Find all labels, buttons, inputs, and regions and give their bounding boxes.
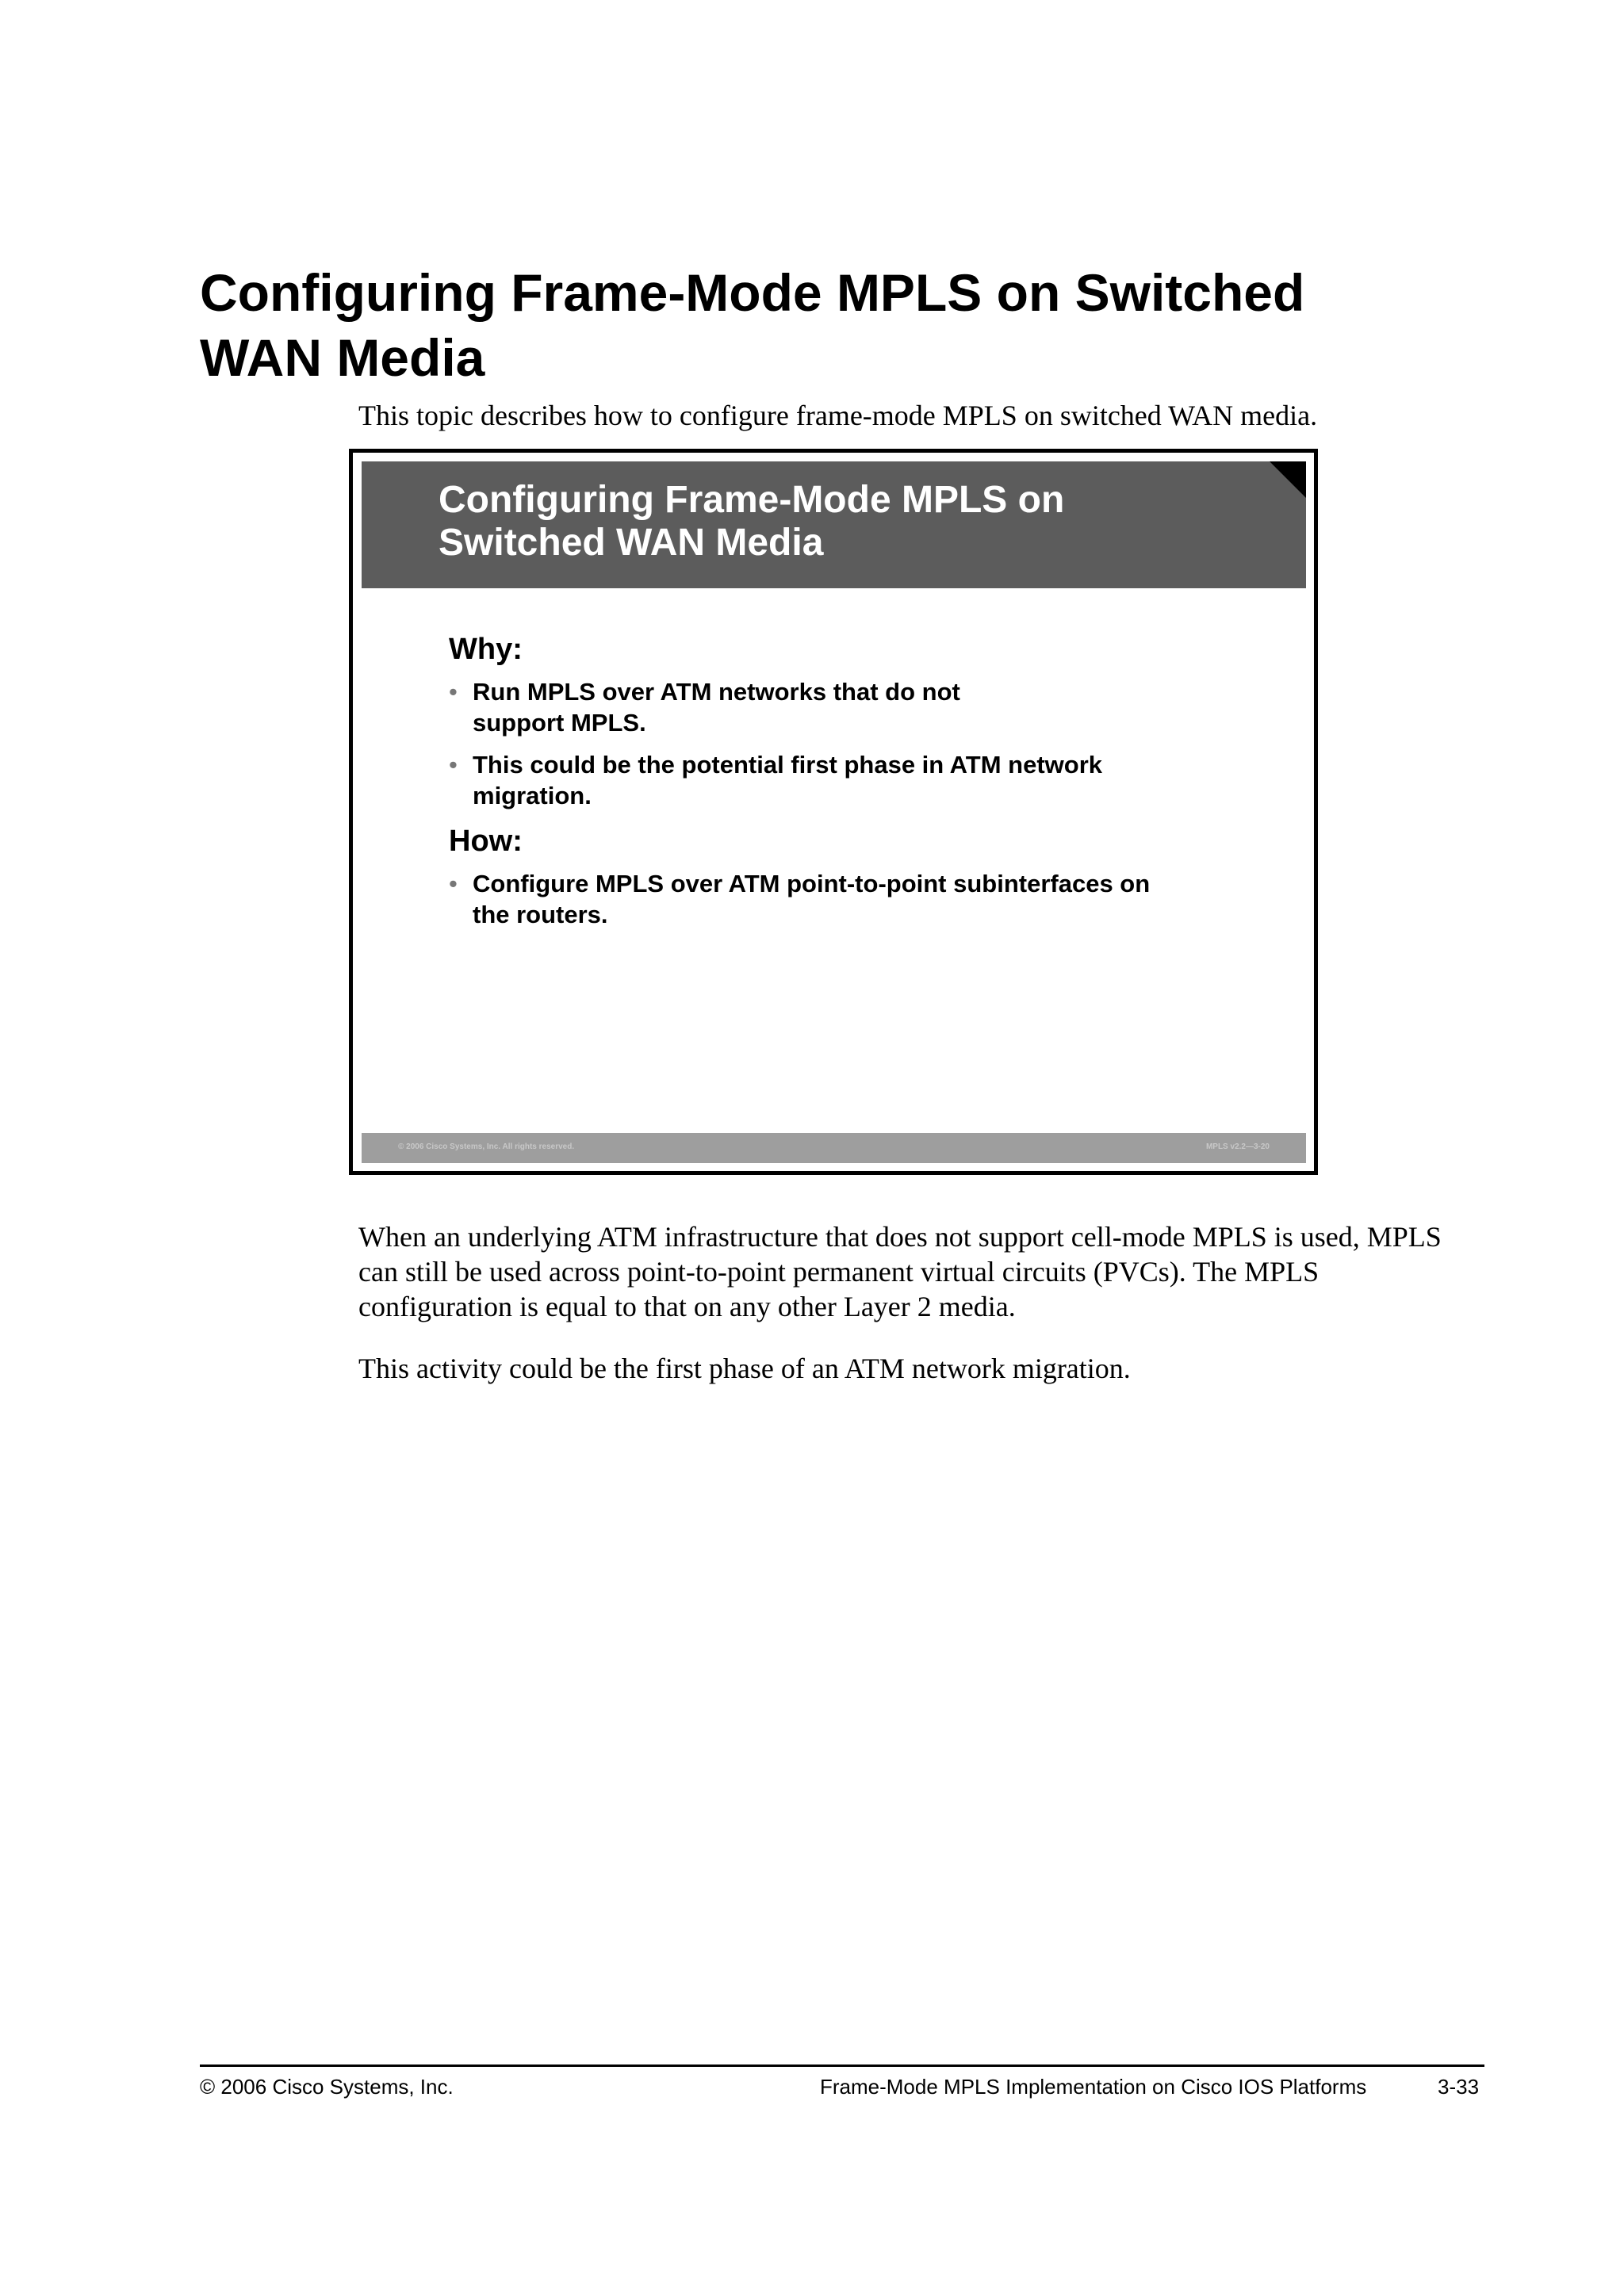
footer-course-title: Frame-Mode MPLS Implementation on Cisco IOS Platforms xyxy=(820,2075,1367,2099)
why-bullet-2-line-1: This could be the potential first phase in ATM network xyxy=(473,751,1102,779)
slide-footer xyxy=(362,1133,1306,1163)
bullet-dot-icon: • xyxy=(449,678,458,706)
page-title-line-1: Configuring Frame-Mode MPLS on Switched xyxy=(200,263,1305,322)
slide-footer-copyright: © 2006 Cisco Systems, Inc. All rights reserved. xyxy=(398,1142,575,1151)
how-heading: How: xyxy=(449,825,523,858)
footer-copyright: © 2006 Cisco Systems, Inc. xyxy=(200,2075,454,2099)
how-bullet-1-line-2: the routers. xyxy=(473,901,608,928)
why-bullet-1-line-2: support MPLS. xyxy=(473,709,646,737)
slide-title xyxy=(439,479,1064,564)
bullet-dot-icon: • xyxy=(449,751,458,779)
why-bullet-1 xyxy=(449,676,1102,738)
slide-header xyxy=(362,461,1306,588)
intro-text: This topic describes how to configure frame-mode MPLS on switched WAN media. xyxy=(358,400,1318,431)
body-paragraph-2: This activity could be the first phase of an ATM network migration. xyxy=(358,1353,1131,1384)
why-bullet-1-line-1: Run MPLS over ATM networks that do not xyxy=(473,678,960,706)
how-bullet-1 xyxy=(449,868,1150,930)
slide-footer-course-code: MPLS v2.2—3-20 xyxy=(1205,1142,1270,1151)
why-heading: Why: xyxy=(449,633,523,666)
footer-divider xyxy=(200,2064,1484,2067)
page-title-line-2: WAN Media xyxy=(200,328,485,387)
how-bullet-list xyxy=(449,868,1150,941)
slide-title-line-2: Switched WAN Media xyxy=(439,522,824,564)
how-bullet-1-line-1: Configure MPLS over ATM point-to-point subinterfaces on xyxy=(473,870,1151,897)
why-bullet-list xyxy=(449,676,1102,822)
body-paragraph-1 xyxy=(358,1219,1484,1324)
corner-triangle-icon xyxy=(1270,461,1306,498)
footer-page-number: 3-33 xyxy=(1438,2075,1480,2099)
body-paragraph-1-line-1: When an underlying ATM infrastructure that does not support cell-mode MPLS is used, MPLS xyxy=(358,1221,1442,1253)
body-paragraph-1-line-2: can still be used across point-to-point permanent virtual circuits (PVCs). The MPLS xyxy=(358,1256,1320,1288)
body-paragraph-1-line-3: configuration is equal to that on any other Layer 2 media. xyxy=(358,1291,1016,1322)
bullet-dot-icon: • xyxy=(449,870,458,897)
why-bullet-2-line-2: migration. xyxy=(473,782,592,809)
page-title xyxy=(200,260,1484,390)
why-bullet-2 xyxy=(449,749,1102,811)
slide xyxy=(349,449,1318,1175)
slide-title-line-1: Configuring Frame-Mode MPLS on xyxy=(439,479,1065,521)
